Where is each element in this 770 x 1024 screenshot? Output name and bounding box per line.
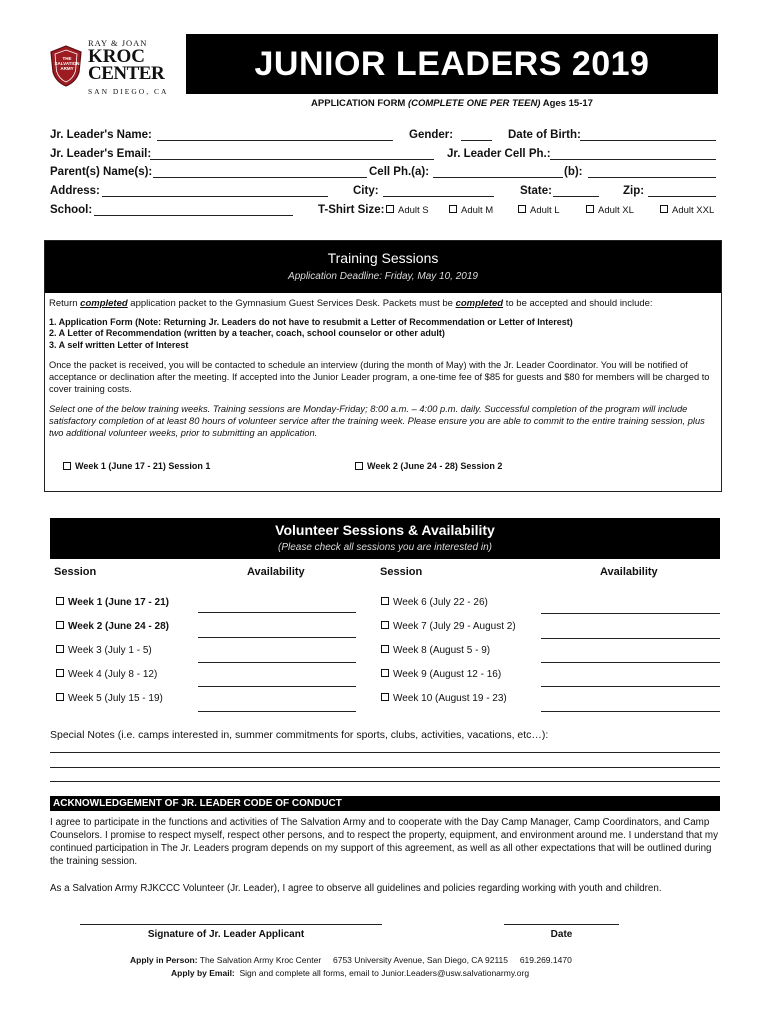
training-section (44, 240, 722, 492)
checkbox-icon (381, 669, 389, 677)
vol-week-7[interactable]: Week 7 (July 29 - August 2) (381, 621, 516, 632)
zip-field[interactable] (648, 196, 716, 197)
address-field[interactable] (102, 196, 328, 197)
title-bar (186, 34, 718, 94)
vol-availability-9[interactable] (541, 686, 720, 687)
label-address: Address: (50, 185, 100, 197)
school-field[interactable] (94, 215, 293, 216)
signature-label: Signature of Jr. Leader Applicant (147, 929, 305, 940)
vol-week-9[interactable]: Week 9 (August 12 - 16) (381, 669, 501, 680)
vol-week-3[interactable]: Week 3 (July 1 - 5) (56, 645, 152, 656)
volunteer-subtitle: (Please check all sessions you are interested in) (278, 542, 492, 553)
special-notes-line-3[interactable] (50, 781, 720, 782)
vol-week-5[interactable]: Week 5 (July 15 - 19) (56, 693, 163, 704)
vol-week-6[interactable]: Week 6 (July 22 - 26) (381, 597, 488, 608)
checkbox-icon (381, 621, 389, 629)
checkbox-icon (660, 205, 668, 213)
vol-week-10[interactable]: Week 10 (August 19 - 23) (381, 693, 507, 704)
checkbox-icon (381, 693, 389, 701)
ack-title: ACKNOWLEDGEMENT OF JR. LEADER CODE OF CONDUCT (53, 798, 342, 809)
ack-paragraph-1: I agree to participate in the functions and activities of The Salvation Army and to cooperate with the Day Camp Manager, Camp Coordinators, and Camp Counselors. I promise to respect myself, respect other persons, and to respect the property, equipment, and environment around me. I understand that my continued participation in The Jr. Leaders program depends on my support of this agreement, as well as all other expectations that will be outlined during the training session. (50, 817, 718, 867)
col-session-right: Session (380, 566, 423, 578)
form-subtitle: APPLICATION FORM (COMPLETE ONE PER TEEN) Ages 15-17 (311, 98, 593, 109)
parents-field[interactable] (153, 177, 367, 178)
signature-field[interactable] (80, 924, 382, 925)
shield-text: THE SALVATION ARMY (54, 56, 80, 71)
training-item-2: 2. A Letter of Recommendation (written by a teacher, coach, school counselor or other adult) (49, 328, 445, 338)
checkbox-icon (586, 205, 594, 213)
city-field[interactable] (383, 196, 494, 197)
vol-availability-10[interactable] (541, 711, 720, 712)
special-notes-line-2[interactable] (50, 767, 720, 768)
date-label: Date (550, 929, 573, 940)
special-notes-label: Special Notes (i.e. camps interested in, summer commitments for sports, clubs, activities, vacations, etc…): (50, 729, 549, 741)
tshirt-option-l[interactable]: Adult L (518, 205, 560, 216)
kroc-logo (46, 36, 181, 100)
vol-week-2[interactable]: Week 2 (June 24 - 28) (56, 621, 169, 632)
training-deadline: Application Deadline: Friday, May 10, 2019 (288, 271, 478, 282)
checkbox-icon (381, 645, 389, 653)
col-availability-right: Availability (600, 566, 658, 578)
training-intro: Return completed application packet to the Gymnasium Guest Services Desk. Packets must be completed to be accepted and should include: (49, 298, 653, 309)
state-field[interactable] (553, 196, 599, 197)
checkbox-icon (355, 462, 363, 470)
logo-city: SAN DIEGO, CA (88, 87, 169, 96)
tshirt-option-xl[interactable]: Adult XL (586, 205, 634, 216)
vol-week-1[interactable]: Week 1 (June 17 - 21) (56, 597, 169, 608)
label-name: Jr. Leader's Name: (50, 129, 152, 141)
checkbox-icon (56, 645, 64, 653)
gender-field[interactable] (461, 140, 492, 141)
logo-kroc: KROC (88, 46, 145, 67)
label-cell: Jr. Leader Cell Ph.: (447, 148, 551, 160)
parent-cell-field[interactable] (433, 177, 563, 178)
label-parent-b: (b): (564, 166, 583, 178)
training-item-3: 3. A self written Letter of Interest (49, 339, 189, 350)
checkbox-icon (56, 597, 64, 605)
logo-center: CENTER (88, 63, 165, 84)
tshirt-option-xxl[interactable]: Adult XXL (660, 205, 714, 216)
checkbox-icon (386, 205, 394, 213)
label-parents: Parent(s) Name(s): (50, 166, 153, 178)
footer-apply-in-person: Apply in Person: The Salvation Army Kroc Center 6753 University Avenue, San Diego, CA 92115 619.269.1470 (130, 955, 572, 965)
checkbox-icon (56, 621, 64, 629)
tshirt-option-s[interactable]: Adult S (386, 205, 429, 216)
training-item-1: 1. Application Form (Note: Returning Jr. Leaders do not have to resubmit a Letter of Recommendation or Letter of Interest) (49, 316, 573, 327)
label-school: School: (50, 204, 93, 216)
checkbox-icon (518, 205, 526, 213)
col-session-left: Session (54, 566, 97, 578)
training-body (49, 298, 717, 439)
checkbox-icon (63, 462, 71, 470)
label-state: State: (520, 185, 552, 197)
training-header (45, 241, 721, 293)
vol-availability-2[interactable] (198, 637, 356, 638)
training-week-1[interactable]: Week 1 (June 17 - 21) Session 1 (63, 461, 210, 471)
volunteer-header (50, 518, 720, 559)
ack-paragraph-2: As a Salvation Army RJKCCC Volunteer (Jr. Leader), I agree to observe all guidelines and policies regarding working with youth and children. (50, 883, 662, 894)
vol-availability-1[interactable] (198, 612, 356, 613)
label-dob: Date of Birth: (508, 129, 581, 141)
vol-week-4[interactable]: Week 4 (July 8 - 12) (56, 669, 157, 680)
label-email: Jr. Leader's Email: (50, 148, 152, 160)
vol-availability-7[interactable] (541, 638, 720, 639)
tshirt-option-m[interactable]: Adult M (449, 205, 493, 216)
training-paragraph-2: Once the packet is received, you will be contacted to schedule an interview (during the month of May) with the Jr. Leader Coordinator. You will be notified of acceptance or declination after the meeting. If accepted into the Junior Leader program, a one-time fee of $85 for guests and $80 for members will be charged to cover training costs. (49, 360, 710, 394)
vol-availability-3[interactable] (198, 662, 356, 663)
name-field[interactable] (157, 140, 393, 141)
checkbox-icon (56, 669, 64, 677)
ack-header (50, 796, 720, 811)
vol-availability-8[interactable] (541, 662, 720, 663)
checkbox-icon (449, 205, 457, 213)
label-tshirt: T-Shirt Size: (318, 204, 385, 216)
training-title: Training Sessions (327, 250, 439, 266)
vol-availability-5[interactable] (198, 711, 356, 712)
vol-availability-6[interactable] (541, 613, 720, 614)
label-city: City: (353, 185, 379, 197)
date-field[interactable] (504, 924, 619, 925)
dob-field[interactable] (580, 140, 716, 141)
page-title: JUNIOR LEADERS 2019 (254, 45, 650, 83)
label-gender: Gender: (409, 129, 454, 141)
training-paragraph-3: Select one of the below training weeks. Training sessions are Monday-Friday; 8:00 a.m. – 4:00 p.m. daily. Successful completion of the program will include satisfactory completion of at least 80 hours of volunteer service after the training week. Please ensure you are able to commit to the entire training session, plus two additional volunteer weeks, prior to submitting an application. (49, 404, 705, 438)
checkbox-icon (56, 693, 64, 701)
label-parent-cell: Cell Ph.(a): (369, 166, 430, 178)
training-week-2[interactable]: Week 2 (June 24 - 28) Session 2 (355, 461, 502, 471)
email-field[interactable] (150, 159, 434, 160)
volunteer-title: Volunteer Sessions & Availability (275, 522, 495, 538)
col-availability-left: Availability (247, 566, 305, 578)
parent-b-field[interactable] (588, 177, 716, 178)
vol-week-8[interactable]: Week 8 (August 5 - 9) (381, 645, 490, 656)
label-zip: Zip: (623, 185, 645, 197)
special-notes-line-1[interactable] (50, 752, 720, 753)
vol-availability-4[interactable] (198, 686, 356, 687)
checkbox-icon (381, 597, 389, 605)
footer-apply-by-email: Apply by Email: Sign and complete all forms, email to Junior.Leaders@usw.salvationarmy.org (171, 968, 530, 978)
logo-top: RAY & JOAN (88, 38, 148, 48)
cell-field[interactable] (550, 159, 716, 160)
